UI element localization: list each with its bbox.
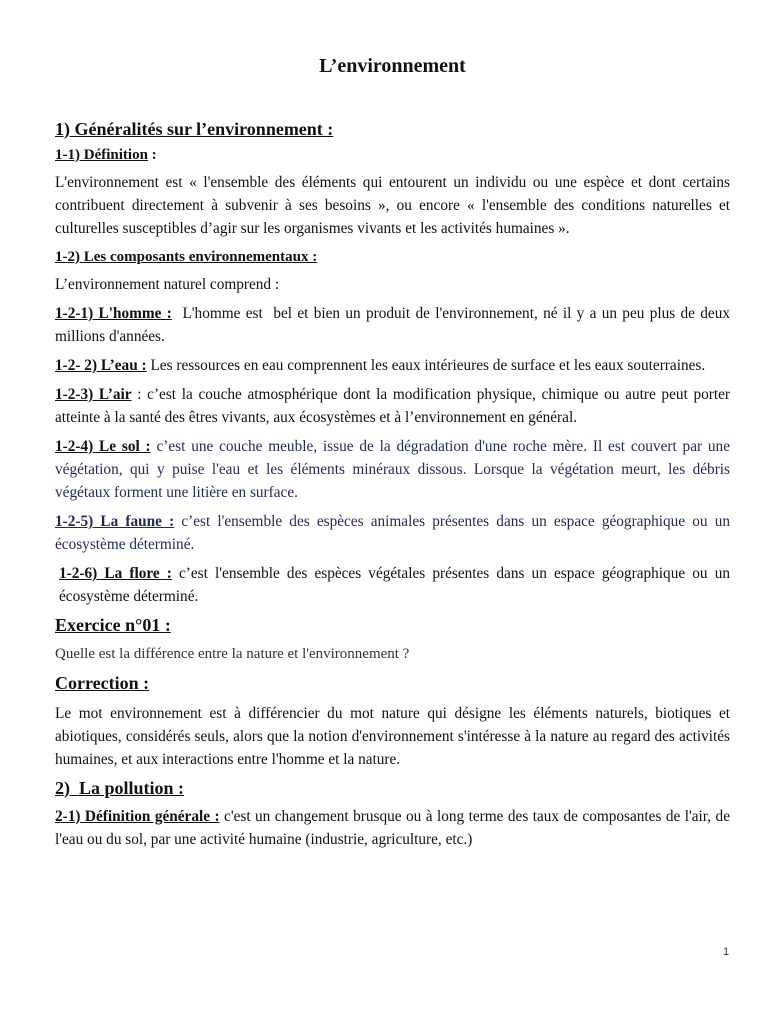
document-page	[55, 0, 734, 851]
definition-heading	[55, 146, 730, 165]
component-text-sol: c’est une couche meuble, issue de la dégradation d'une roche mère. Il est couvert par une végétation, qui y puise l'eau et les éléments minéraux dissous. Lorsque la végétation meurt, les débris végétaux forment une litière en surface.	[55, 438, 730, 501]
document-title: L’environnement	[319, 55, 466, 77]
pollution-definition	[55, 805, 730, 851]
component-text-flore: c’est l'ensemble des espèces végétales présentes dans un espace géographique ou un écosystème déterminé.	[59, 565, 730, 605]
component-item-homme	[55, 302, 734, 348]
component-text-homme: L'homme est bel et bien un produit de l'environnement, né il y a un peu plus de deux millions d'années.	[55, 305, 734, 345]
page-number: 1	[723, 946, 730, 958]
exercise-heading: Exercice n°01 :	[55, 615, 171, 635]
exercise-question: Quelle est la différence entre la nature et l'environnement ?	[55, 646, 410, 662]
component-label-flore: 1-2-6) La flore :	[59, 565, 172, 582]
component-text-air: : c’est la couche atmosphérique dont la modification physique, chimique ou autre peut porter atteinte à la santé des êtres vivants, aux écosystèmes et à l’environnement en général.	[55, 386, 730, 426]
section2-heading: 2) La pollution :	[55, 778, 185, 798]
component-item-sol	[55, 435, 730, 504]
components-intro: L’environnement naturel comprend :	[55, 276, 280, 293]
components-heading-label: 1-2) Les composants environnementaux :	[55, 249, 318, 265]
component-label-faune: 1-2-5) La faune :	[55, 513, 175, 530]
section1-heading: 1) Généralités sur l’environnement :	[55, 119, 334, 139]
component-text-eau: Les ressources en eau comprennent les eaux intérieures de surface et les eaux souterraines.	[146, 357, 706, 374]
pollution-definition-label: 2-1) Définition générale :	[55, 808, 220, 825]
correction-heading: Correction :	[55, 673, 150, 693]
component-item-air	[55, 383, 730, 429]
component-item-flore	[55, 562, 730, 608]
definition-label-suffix: :	[147, 147, 157, 163]
component-label-sol: 1-2-4) Le sol :	[55, 438, 151, 455]
component-item-eau	[55, 354, 730, 377]
component-text-faune: c’est l'ensemble des espèces animales présentes dans un espace géographique ou un écosystème déterminé.	[55, 513, 730, 553]
components-heading	[55, 248, 730, 267]
component-item-faune	[55, 510, 730, 556]
definition-text: L'environnement est « l'ensemble des éléments qui entourent un individu ou une espèce et dont certains contribuent directement à subvenir à ses besoins », ou encore « l'ensemble des conditions naturelles et culturelles susceptibles d’agir sur les organismes vivants et les activités humaines ».	[55, 174, 730, 237]
component-label-eau: 1-2- 2) L’eau :	[55, 357, 147, 374]
definition-label: 1-1) Définition	[55, 147, 148, 163]
pollution-definition-text: c'est un changement brusque ou à long terme des taux de composantes de l'air, de l'eau ou du sol, par une activité humaine (industrie, agriculture, etc.)	[55, 808, 730, 848]
component-label-homme: 1-2-1) L'homme :	[55, 305, 172, 322]
component-label-air: 1-2-3) L’air	[55, 386, 132, 403]
correction-text: Le mot environnement est à différencier du mot nature qui désigne les éléments naturels, biotiques et abiotiques, considérés seuls, alors que la notion d'environnement s'intéresse à la nature au regard des activités humaines, et aux interactions entre l'homme et la nature.	[55, 705, 730, 768]
